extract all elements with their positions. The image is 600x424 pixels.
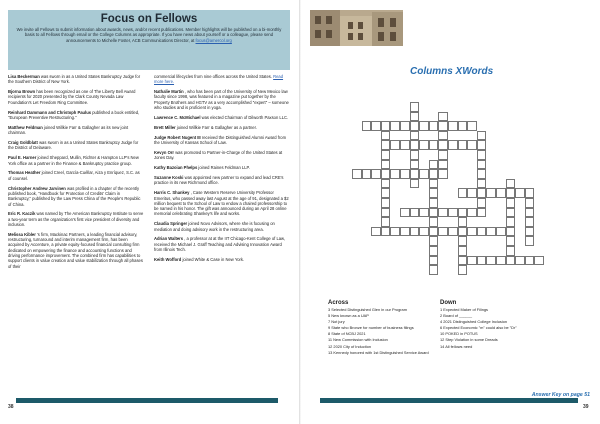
crossword-cell[interactable] bbox=[467, 227, 477, 237]
crossword-cell[interactable] bbox=[400, 169, 410, 179]
crossword-cell[interactable] bbox=[429, 169, 439, 179]
clue: 4 2021 Distinguished College Inclusion bbox=[440, 319, 508, 325]
crossword-cell[interactable] bbox=[429, 265, 439, 275]
fellow-entry bbox=[8, 140, 144, 151]
crossword-cell[interactable] bbox=[429, 208, 439, 218]
fellow-entry bbox=[154, 74, 290, 85]
building-photo bbox=[310, 10, 403, 46]
crossword-cell[interactable] bbox=[525, 208, 535, 218]
fellow-name: Kathy Bazoian Phelps bbox=[154, 165, 198, 171]
left-footer-rule bbox=[16, 398, 278, 403]
fellow-text: joined Raines Feldman LLP. bbox=[198, 165, 250, 171]
crossword-cell[interactable] bbox=[410, 131, 420, 141]
fellow-entry bbox=[8, 170, 144, 181]
clue: 12 Step Violation in some Dreads bbox=[440, 337, 498, 343]
fellow-entry bbox=[8, 155, 144, 166]
crossword-cell[interactable] bbox=[506, 179, 516, 189]
fellow-text: was promoted to Partner-in-Charge of the United States at Jones Day. bbox=[154, 149, 283, 161]
fellow-entry bbox=[8, 125, 144, 136]
crossword-cell[interactable] bbox=[506, 246, 516, 256]
crossword-cell[interactable] bbox=[477, 131, 487, 141]
right-footer-rule bbox=[320, 398, 578, 403]
fellow-entry bbox=[8, 89, 144, 105]
crossword-cell[interactable] bbox=[477, 160, 487, 170]
fellow-text: joined Novo Advisors, where she is focusing on mediation and doing advisory work in the restructuring area. bbox=[154, 221, 275, 232]
crossword-cell[interactable] bbox=[429, 217, 439, 227]
page-title: Focus on Fellows bbox=[100, 13, 198, 25]
fellow-text: commercial lifecycles from nine offices across the United States. bbox=[154, 74, 272, 79]
crossword-cell[interactable] bbox=[381, 198, 391, 208]
crossword-cell[interactable] bbox=[438, 160, 448, 170]
fellow-text: , who has been part of the University of New Mexico law faculty since 1998, was featured in a magazine put together by the Property Brothers and HGTV as a very accomplished "expert" – someone who studies and is proficient in yoga. bbox=[154, 89, 289, 111]
crossword-cell[interactable] bbox=[467, 188, 477, 198]
crossword-cell[interactable] bbox=[371, 227, 381, 237]
crossword-cell[interactable] bbox=[410, 150, 420, 160]
crossword-cell[interactable] bbox=[477, 188, 487, 198]
fellow-text: joined White & Case in New York. bbox=[182, 256, 245, 262]
crossword-cell[interactable] bbox=[381, 179, 391, 189]
crossword-cell[interactable] bbox=[525, 188, 535, 198]
crossword-cell[interactable] bbox=[525, 217, 535, 227]
left-page bbox=[8, 10, 290, 414]
crossword-cell[interactable] bbox=[429, 179, 439, 189]
crossword-cell[interactable] bbox=[429, 140, 439, 150]
fellow-text: received the Distinguished Alumni Award from the University of Kansas School of Law. bbox=[154, 134, 287, 146]
fellow-name: Kevyn Orr bbox=[154, 149, 175, 155]
crossword-cell[interactable] bbox=[381, 208, 391, 218]
gutter bbox=[299, 0, 301, 424]
crossword-cell[interactable] bbox=[477, 198, 487, 208]
crossword-cell[interactable] bbox=[381, 160, 391, 170]
crossword-cell[interactable] bbox=[496, 227, 506, 237]
fellow-name: Claudia Springer bbox=[154, 221, 188, 227]
crossword-cell[interactable] bbox=[438, 208, 448, 218]
fellow-text: was sworn in as a United States Bankruptcy Judge for the District of Delaware. bbox=[8, 140, 139, 151]
fellow-entry bbox=[154, 175, 290, 186]
crossword-cell[interactable] bbox=[458, 140, 468, 150]
crossword-cell[interactable] bbox=[458, 265, 468, 275]
crossword-cell[interactable] bbox=[496, 256, 506, 266]
crossword-cell[interactable] bbox=[429, 198, 439, 208]
crossword-cell[interactable] bbox=[506, 188, 516, 198]
crossword-cell[interactable] bbox=[390, 140, 400, 150]
crossword-cell[interactable] bbox=[429, 121, 439, 131]
page-number-left: 38 bbox=[8, 404, 14, 410]
clue: 12 2020 City of Induction bbox=[328, 343, 372, 349]
crossword-cell[interactable] bbox=[515, 188, 525, 198]
fellow-entry bbox=[154, 165, 290, 170]
crossword-cell[interactable] bbox=[429, 236, 439, 246]
crossword-cell[interactable] bbox=[477, 140, 487, 150]
answer-key-note[interactable]: Answer Key on page 51 bbox=[531, 392, 590, 398]
crossword-cell[interactable] bbox=[410, 160, 420, 170]
fellow-name: Craig Goldblatt bbox=[8, 140, 38, 146]
clue: 10 POKED in POTUS bbox=[440, 331, 478, 337]
fellow-name: Christopher Andrew Jarvinen bbox=[8, 185, 66, 191]
fellow-name: Paul E. Harner bbox=[8, 155, 37, 161]
fellow-name: Nathalie Martin bbox=[154, 89, 184, 95]
crossword-cell[interactable] bbox=[458, 227, 468, 237]
fellow-entry bbox=[8, 74, 144, 85]
crossword-cell[interactable] bbox=[467, 121, 477, 131]
fellow-text: joined Willkie Farr & Gallagher as a partner. bbox=[176, 124, 257, 130]
fellow-name: Brett Miller bbox=[154, 124, 176, 130]
crossword-cell[interactable] bbox=[400, 121, 410, 131]
crossword-cell[interactable] bbox=[400, 140, 410, 150]
column-b bbox=[154, 74, 290, 267]
fellow-name: Harris C. Shankey bbox=[154, 190, 190, 196]
fellow-entry bbox=[154, 190, 290, 216]
clue: 7 Not jury bbox=[328, 319, 345, 325]
fellow-text: , a professor at at the IIT Chicago-Kent College of Law, received the Michael J. Graff Teaching and Advising Innovation Award from Illinois Tech. bbox=[154, 236, 285, 253]
crossword-cell[interactable] bbox=[467, 140, 477, 150]
down-heading: Down bbox=[440, 300, 457, 306]
crossword-cell[interactable] bbox=[438, 112, 448, 122]
crossword-cell[interactable] bbox=[438, 140, 448, 150]
crossword-cell[interactable] bbox=[381, 121, 391, 131]
fellow-text: joined Sheppard, Mullin, Richter & Hampton LLP's New York office as a partner in the Finance & Bankruptcy practice group. bbox=[8, 155, 139, 166]
crossword-cell[interactable] bbox=[534, 256, 544, 266]
crossword-cell[interactable] bbox=[515, 256, 525, 266]
crossword-cell[interactable] bbox=[458, 188, 468, 198]
across-heading: Across bbox=[328, 300, 349, 306]
crossword-cell[interactable] bbox=[362, 169, 372, 179]
clue: 11 New Commission with Inclusion bbox=[328, 337, 388, 343]
crossword-title: Columns XWords bbox=[410, 66, 494, 77]
crossword-cell[interactable] bbox=[419, 140, 429, 150]
fellow-text: was appointed new partner to expand and lead CRE's practice in its new Richmond office. bbox=[154, 175, 284, 186]
fellow-entry bbox=[154, 221, 290, 232]
fellow-columns bbox=[8, 74, 290, 400]
crossword-cell[interactable] bbox=[506, 217, 516, 227]
crossword-cell[interactable] bbox=[410, 169, 420, 179]
crossword-cell[interactable] bbox=[486, 227, 496, 237]
crossword-cell[interactable] bbox=[477, 256, 487, 266]
crossword-cell[interactable] bbox=[467, 208, 477, 218]
clue: 3 Selected Distinguished Glen in our Program bbox=[328, 307, 407, 312]
fellow-entry bbox=[154, 115, 290, 120]
crossword-cell[interactable] bbox=[458, 236, 468, 246]
intro-text: We invite all Fellows to submit information about awards, news, and/or recent publications. Member highlights will be published on a bi-monthly basis to all Fellows through email or the College Columns as appropriate. If you have news about yourself or a colleague, please send announcements to Michelle Foster, ACB Communications Director, at focus@amercol.org bbox=[16, 27, 282, 43]
crossword-cell[interactable] bbox=[381, 188, 391, 198]
crossword-cell[interactable] bbox=[419, 169, 429, 179]
crossword-cell[interactable] bbox=[371, 169, 381, 179]
crossword-cell[interactable] bbox=[390, 169, 400, 179]
fellow-entry bbox=[154, 135, 290, 146]
clue: 14 All fellows need bbox=[440, 343, 473, 349]
crossword-cell[interactable] bbox=[381, 227, 391, 237]
intro-email-link[interactable]: focus@amercol.org bbox=[195, 37, 232, 43]
crossword-cell[interactable] bbox=[429, 227, 439, 237]
crossword-cell[interactable] bbox=[477, 208, 487, 218]
crossword-cell[interactable] bbox=[429, 246, 439, 256]
fellow-entry bbox=[154, 257, 290, 262]
crossword-cell[interactable] bbox=[525, 256, 535, 266]
crossword-cell[interactable] bbox=[458, 246, 468, 256]
fellow-text: joined Creel, García-Cuéllar, Aiza y Enríquez, S.C. as of counsel. bbox=[8, 170, 140, 181]
crossword-cell[interactable] bbox=[525, 236, 535, 246]
crossword-cell[interactable] bbox=[410, 112, 420, 122]
clue: 5 New known as a UAP bbox=[328, 313, 369, 319]
crossword-cell[interactable] bbox=[390, 121, 400, 131]
fellow-entry bbox=[154, 89, 290, 110]
crossword-cell[interactable] bbox=[438, 227, 448, 237]
crossword-cell[interactable] bbox=[400, 208, 410, 218]
crossword-cell[interactable] bbox=[400, 227, 410, 237]
crossword-cell[interactable] bbox=[486, 256, 496, 266]
crossword-cell[interactable] bbox=[525, 198, 535, 208]
crossword-cell[interactable] bbox=[448, 227, 458, 237]
fellow-text: 's firm, Mackinac Partners, a leading financial advisory, restructuring, turnaround and interim management firm, has been acquired by Accenture, a private equity-focused financial consulting firm dedicated on empowering the finance and accounting functions and driving performance improvement. The combined firm has capabilities to support clients in value creation and value stabilization through all phases of their bbox=[8, 231, 143, 269]
crossword-cell[interactable] bbox=[506, 227, 516, 237]
fellow-text: joined Willkie Farr & Gallagher as its new joint chairman. bbox=[8, 124, 129, 136]
fellow-text: published a book entitled, "European Preventive Restructuring." bbox=[8, 109, 140, 120]
fellow-text: was named by The American Bankruptcy Institute to serve a two-year term as the organization's first vice president of diversity and inclusion. bbox=[8, 211, 144, 227]
down-clues bbox=[440, 300, 572, 351]
crossword-cell[interactable] bbox=[429, 160, 439, 170]
fellow-name: Lawrence C. McMichael bbox=[154, 114, 201, 120]
fellow-entry bbox=[154, 125, 290, 130]
fellow-name: Matthew Feldman bbox=[8, 124, 43, 130]
crossword-cell[interactable] bbox=[467, 256, 477, 266]
clue: 8 State of NCBJ 2021 bbox=[328, 331, 366, 337]
fellow-name: Bjorna Brown bbox=[8, 89, 36, 95]
crossword-cell[interactable] bbox=[448, 208, 458, 218]
crossword-cell[interactable] bbox=[506, 256, 516, 266]
read-more-link[interactable]: Read more here. bbox=[154, 74, 284, 85]
crossword-cell[interactable] bbox=[371, 121, 381, 131]
crossword-cell[interactable] bbox=[486, 188, 496, 198]
crossword-cell[interactable] bbox=[381, 140, 391, 150]
fellow-entry bbox=[8, 110, 144, 121]
crossword-cell[interactable] bbox=[458, 121, 468, 131]
crossword-cell[interactable] bbox=[506, 236, 516, 246]
fellow-name: Thomas Heather bbox=[8, 170, 41, 176]
clue: 9 State who Bronze for number of business filings bbox=[328, 325, 414, 331]
crossword-cell[interactable] bbox=[506, 208, 516, 218]
fellow-name: Adrian Walters bbox=[154, 236, 184, 242]
crossword-cell[interactable] bbox=[438, 150, 448, 160]
crossword-cell[interactable] bbox=[506, 198, 516, 208]
crossword-cell[interactable] bbox=[458, 217, 468, 227]
fellow-name: Reinhard Dammann and Christoph Paulus bbox=[8, 109, 92, 115]
crossword-cell[interactable] bbox=[458, 208, 468, 218]
crossword-cell[interactable] bbox=[410, 121, 420, 131]
fellow-name: Keith Wofford bbox=[154, 256, 182, 262]
crossword-cell[interactable] bbox=[429, 188, 439, 198]
fellow-name: Suzanne Koski bbox=[154, 175, 184, 181]
fellow-entry bbox=[8, 186, 144, 207]
crossword-cell[interactable] bbox=[429, 256, 439, 266]
crossword-cell[interactable] bbox=[419, 208, 429, 218]
fellow-name: Eric R. Kaczik bbox=[8, 211, 36, 217]
fellow-text: was profiled in a chapter of the recently published book, "Handbook for Protection of Credits' Claim in Bankruptcy," published by the Law Press China of the People's Republic of China. bbox=[8, 185, 141, 207]
crossword-cell[interactable] bbox=[477, 227, 487, 237]
focus-banner bbox=[8, 10, 290, 70]
crossword-cell[interactable] bbox=[438, 131, 448, 141]
clue: 2 Board of ______ bbox=[440, 313, 473, 319]
fellow-text: has been recognized as one of The Liberty Bell Award recipients for 2020 presented by the Clark County Nevada Law Foundation's Let Freedom Ring Committee. bbox=[8, 89, 136, 105]
crossword-cell[interactable] bbox=[381, 217, 391, 227]
crossword-cell[interactable] bbox=[410, 208, 420, 218]
fellow-text: was elected Chairman of Dilworth Paxson LLC. bbox=[201, 114, 289, 120]
right-page bbox=[310, 10, 592, 414]
fellow-text: , Case Western Reserve University Professor Emeritus, who passed away last August at the age of 91, designated a $2 million bequest to the School of Law to endow a chaired professorship to be named in his honor. The gift was announced during an April 28 online memorial celebrating Shankey's life and works. bbox=[154, 190, 289, 217]
crossword-cell[interactable] bbox=[419, 121, 429, 131]
clue: 13 Kennedy honored with 1st Distinguished Service Award bbox=[328, 349, 429, 355]
crossword-cell[interactable] bbox=[381, 131, 391, 141]
crossword-cell[interactable] bbox=[477, 179, 487, 189]
crossword-cell[interactable] bbox=[419, 227, 429, 237]
crossword-cell[interactable] bbox=[525, 227, 535, 237]
crossword-cell[interactable] bbox=[381, 169, 391, 179]
crossword-cell[interactable] bbox=[477, 169, 487, 179]
fellow-text: was sworn in as a United States Bankruptcy Judge for the Southern District of New York. bbox=[8, 74, 141, 85]
crossword-cell[interactable] bbox=[410, 227, 420, 237]
crossword-cell[interactable] bbox=[410, 102, 420, 112]
crossword-cell[interactable] bbox=[458, 256, 468, 266]
crossword-cell[interactable] bbox=[448, 121, 458, 131]
fellow-entry bbox=[154, 150, 290, 161]
crossword-cell[interactable] bbox=[381, 150, 391, 160]
crossword-cell[interactable] bbox=[438, 169, 448, 179]
fellow-name: Judge Robert Nugent III bbox=[154, 134, 201, 140]
clue: 6 Expected Economic "m" could also be "Dr" bbox=[440, 325, 517, 331]
fellow-entry bbox=[8, 211, 144, 227]
column-a bbox=[8, 74, 144, 274]
crossword-cell[interactable] bbox=[410, 140, 420, 150]
clue: 1 Expected Maker of Filings bbox=[440, 307, 489, 312]
crossword-cell[interactable] bbox=[390, 227, 400, 237]
crossword-cell[interactable] bbox=[438, 121, 448, 131]
fellow-name: Lisa Beckerman bbox=[8, 74, 40, 79]
page-number-right: 39 bbox=[583, 404, 589, 410]
fellow-name: Melissa Kibler bbox=[8, 231, 36, 237]
crossword-cell[interactable] bbox=[352, 169, 362, 179]
crossword-cell[interactable] bbox=[362, 121, 372, 131]
crossword-cell[interactable] bbox=[448, 140, 458, 150]
crossword-cell[interactable] bbox=[410, 179, 420, 189]
fellow-entry bbox=[154, 236, 290, 252]
fellow-entry bbox=[8, 232, 144, 269]
crossword-cell[interactable] bbox=[496, 188, 506, 198]
crossword-cell[interactable] bbox=[477, 150, 487, 160]
